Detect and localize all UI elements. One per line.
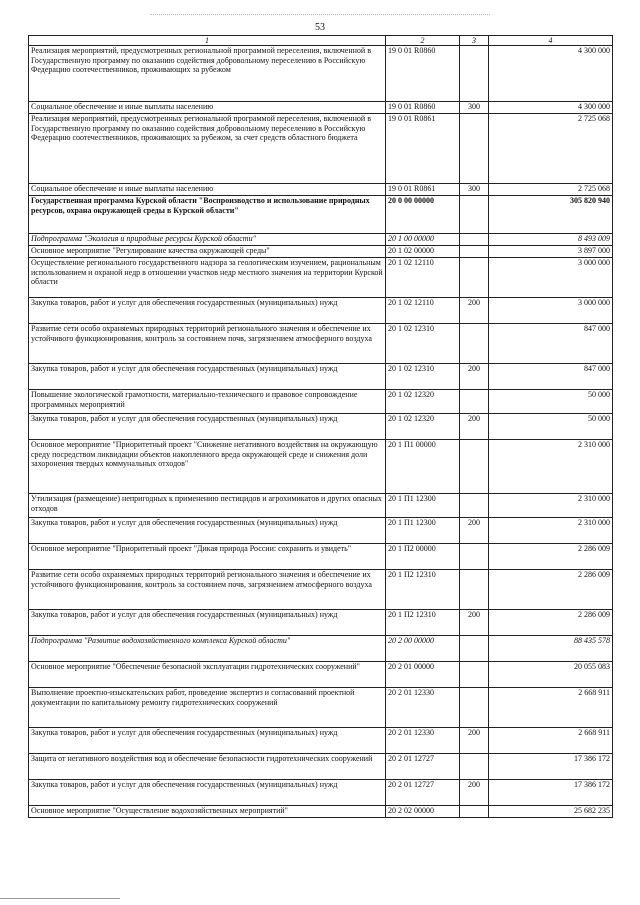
row-expense-type-cell: [460, 234, 489, 246]
table-row: [29, 754, 613, 780]
row-expense-type-cell: [460, 440, 489, 494]
row-amount-cell: 2 668 911: [489, 688, 613, 728]
row-code-cell: 20 2 00 00000: [386, 636, 460, 662]
row-name-cell: Осуществление регионального государственного надзора за геологическим изучением, рациональным использованием и охраной недр в отношении участков недр местного значения на территории Курской области: [29, 258, 386, 298]
table-row: [29, 390, 613, 414]
row-expense-type-cell: [460, 544, 489, 570]
row-amount-cell: 2 286 009: [489, 544, 613, 570]
row-code-cell: 20 1 П2 12310: [386, 610, 460, 636]
row-amount-cell: 847 000: [489, 324, 613, 364]
table-row: [29, 610, 613, 636]
row-expense-type-cell: 200: [460, 780, 489, 806]
page-number: 53: [315, 22, 325, 33]
row-expense-type-cell: [460, 246, 489, 258]
row-expense-type-cell: [460, 662, 489, 688]
row-expense-type-cell: 200: [460, 364, 489, 390]
header-col-2: 2: [386, 36, 460, 46]
table-row: [29, 414, 613, 440]
row-name-cell: Основное мероприятие "Приоритетный проект "Снижение негативного воздействия на окружающую среду посредством ликвидации объектов накопленного вреда окружающей среде и снижения доли захоронения твердых коммунальных отходов": [29, 440, 386, 494]
row-name-cell: Повышение экологической грамотности, материально-технического и правовое сопровождение программных мероприятий: [29, 390, 386, 414]
table-row: [29, 494, 613, 518]
row-expense-type-cell: [460, 688, 489, 728]
row-amount-cell: 2 310 000: [489, 440, 613, 494]
row-name-cell: Реализация мероприятий, предусмотренных региональной программой переселения, включенной в Государственную программу по оказанию содействия добровольному переселению в Российскую Федерацию соотечественников, проживающих за рубежом, за счет средств областного бюджета: [29, 114, 386, 184]
row-expense-type-cell: 200: [460, 518, 489, 544]
row-name-cell: Закупка товаров, работ и услуг для обеспечения государственных (муниципальных) нужд: [29, 728, 386, 754]
table-row: [29, 570, 613, 610]
row-amount-cell: 2 310 000: [489, 494, 613, 518]
row-expense-type-cell: 300: [460, 184, 489, 196]
row-code-cell: 20 1 02 12310: [386, 364, 460, 390]
row-code-cell: 20 1 П1 12300: [386, 518, 460, 544]
row-name-cell: Закупка товаров, работ и услуг для обеспечения государственных (муниципальных) нужд: [29, 364, 386, 390]
row-amount-cell: 20 055 083: [489, 662, 613, 688]
row-amount-cell: 88 435 578: [489, 636, 613, 662]
row-expense-type-cell: 300: [460, 102, 489, 114]
table-body: [29, 46, 613, 818]
row-amount-cell: 50 000: [489, 390, 613, 414]
row-code-cell: 20 1 02 12110: [386, 258, 460, 298]
row-amount-cell: 2 286 009: [489, 570, 613, 610]
row-amount-cell: 3 000 000: [489, 258, 613, 298]
row-expense-type-cell: [460, 324, 489, 364]
row-code-cell: 19 0 01 R0860: [386, 102, 460, 114]
row-code-cell: 20 1 00 00000: [386, 234, 460, 246]
row-expense-type-cell: 200: [460, 610, 489, 636]
row-name-cell: Закупка товаров, работ и услуг для обеспечения государственных (муниципальных) нужд: [29, 414, 386, 440]
table-row: [29, 518, 613, 544]
row-expense-type-cell: 200: [460, 414, 489, 440]
row-name-cell: Государственная программа Курской области "Воспроизводство и использование природных ресурсов, охрана окружающей среды в Курской области": [29, 196, 386, 234]
row-amount-cell: 2 310 000: [489, 518, 613, 544]
row-code-cell: 20 1 02 12110: [386, 298, 460, 324]
row-expense-type-cell: [460, 114, 489, 184]
row-code-cell: 20 1 02 12320: [386, 390, 460, 414]
table-row: [29, 662, 613, 688]
row-expense-type-cell: 200: [460, 728, 489, 754]
table-row: [29, 728, 613, 754]
row-expense-type-cell: 200: [460, 298, 489, 324]
row-code-cell: 19 0 01 R0860: [386, 46, 460, 102]
row-expense-type-cell: [460, 636, 489, 662]
table-row: [29, 298, 613, 324]
row-name-cell: Основное мероприятие "Регулирование качества окружающей среды": [29, 246, 386, 258]
row-amount-cell: 25 682 235: [489, 806, 613, 818]
table-row: [29, 184, 613, 196]
row-name-cell: Социальное обеспечение и иные выплаты населению: [29, 184, 386, 196]
header-col-3: 3: [460, 36, 489, 46]
row-code-cell: 20 1 02 12320: [386, 414, 460, 440]
table-row: [29, 324, 613, 364]
table-row: [29, 544, 613, 570]
table-row: [29, 196, 613, 234]
row-name-cell: Закупка товаров, работ и услуг для обеспечения государственных (муниципальных) нужд: [29, 780, 386, 806]
footer-divider: [0, 898, 120, 899]
header-row: [29, 36, 613, 46]
row-code-cell: 20 2 02 00000: [386, 806, 460, 818]
budget-table: [28, 35, 613, 818]
row-amount-cell: 2 668 911: [489, 728, 613, 754]
row-amount-cell: 8 493 009: [489, 234, 613, 246]
row-code-cell: 20 2 01 12727: [386, 780, 460, 806]
row-code-cell: 19 0 01 R0861: [386, 184, 460, 196]
table-row: [29, 258, 613, 298]
row-expense-type-cell: [460, 570, 489, 610]
row-amount-cell: 4 300 000: [489, 46, 613, 102]
row-amount-cell: 2 725 068: [489, 114, 613, 184]
row-expense-type-cell: [460, 390, 489, 414]
row-code-cell: 20 0 00 00000: [386, 196, 460, 234]
row-code-cell: 20 2 01 12727: [386, 754, 460, 780]
table-row: [29, 114, 613, 184]
table-row: [29, 234, 613, 246]
row-name-cell: Защита от негативного воздействия вод и обеспечение безопасности гидротехнических сооружений: [29, 754, 386, 780]
row-code-cell: 20 1 П2 12310: [386, 570, 460, 610]
row-name-cell: Закупка товаров, работ и услуг для обеспечения государственных (муниципальных) нужд: [29, 298, 386, 324]
row-expense-type-cell: [460, 46, 489, 102]
row-name-cell: Закупка товаров, работ и услуг для обеспечения государственных (муниципальных) нужд: [29, 518, 386, 544]
row-name-cell: Развитие сети особо охраняемых природных территорий регионального значения и обеспечение их устойчивого функционирования, контроль за состоянием почв, загрязнением атмосферного воздуха: [29, 324, 386, 364]
row-name-cell: Подпрограмма "Экология и природные ресурсы Курской области": [29, 234, 386, 246]
row-code-cell: 20 2 01 12330: [386, 688, 460, 728]
table-row: [29, 780, 613, 806]
row-amount-cell: 305 820 940: [489, 196, 613, 234]
header-col-4: 4: [489, 36, 613, 46]
row-name-cell: Закупка товаров, работ и услуг для обеспечения государственных (муниципальных) нужд: [29, 610, 386, 636]
row-amount-cell: 847 000: [489, 364, 613, 390]
row-amount-cell: 3 000 000: [489, 298, 613, 324]
row-name-cell: Основное мероприятие "Приоритетный проект "Дикая природа России: сохранить и увидеть": [29, 544, 386, 570]
scan-artifact: [150, 14, 490, 17]
row-name-cell: Основное мероприятие "Обеспечение безопасной эксплуатации гидротехнических сооружений": [29, 662, 386, 688]
row-code-cell: 20 1 П1 12300: [386, 494, 460, 518]
table-row: [29, 364, 613, 390]
row-amount-cell: 2 725 068: [489, 184, 613, 196]
row-amount-cell: 2 286 009: [489, 610, 613, 636]
row-expense-type-cell: [460, 196, 489, 234]
table-row: [29, 806, 613, 818]
row-code-cell: 20 1 02 00000: [386, 246, 460, 258]
row-expense-type-cell: [460, 258, 489, 298]
row-code-cell: 20 1 П1 00000: [386, 440, 460, 494]
table-row: [29, 688, 613, 728]
row-name-cell: Подпрограмма "Развитие водохозяйственного комплекса Курской области": [29, 636, 386, 662]
row-name-cell: Утилизация (размещение) непригодных к применению пестицидов и агрохимикатов и других опасных отходов: [29, 494, 386, 518]
table-row: [29, 46, 613, 102]
row-name-cell: Социальное обеспечение и иные выплаты населению: [29, 102, 386, 114]
row-expense-type-cell: [460, 806, 489, 818]
row-code-cell: 20 2 01 00000: [386, 662, 460, 688]
row-name-cell: Развитие сети особо охраняемых природных территорий регионального значения и обеспечение их устойчивого функционирования, контроль за состоянием почв, загрязнением атмосферного воздуха: [29, 570, 386, 610]
row-code-cell: 20 2 01 12330: [386, 728, 460, 754]
row-code-cell: 20 1 П2 00000: [386, 544, 460, 570]
table-row: [29, 102, 613, 114]
header-col-1: 1: [29, 36, 386, 46]
row-amount-cell: 4 300 000: [489, 102, 613, 114]
row-amount-cell: 3 897 000: [489, 246, 613, 258]
table-row: [29, 246, 613, 258]
row-code-cell: 19 0 01 R0861: [386, 114, 460, 184]
row-amount-cell: 17 386 172: [489, 754, 613, 780]
row-code-cell: 20 1 02 12310: [386, 324, 460, 364]
row-name-cell: Выполнение проектно-изыскательских работ, проведение экспертиз и согласований проектной документации по капитальному ремонту гидротехнических сооружений: [29, 688, 386, 728]
row-name-cell: Реализация мероприятий, предусмотренных региональной программой переселения, включенной в Государственную программу по оказанию содействия добровольному переселению в Российскую Федерацию соотечественников, проживающих за рубежом: [29, 46, 386, 102]
row-name-cell: Основное мероприятие "Осуществление водохозяйственных мероприятий": [29, 806, 386, 818]
row-expense-type-cell: [460, 754, 489, 780]
table-row: [29, 440, 613, 494]
table-row: [29, 636, 613, 662]
row-amount-cell: 50 000: [489, 414, 613, 440]
row-expense-type-cell: [460, 494, 489, 518]
row-amount-cell: 17 386 172: [489, 780, 613, 806]
